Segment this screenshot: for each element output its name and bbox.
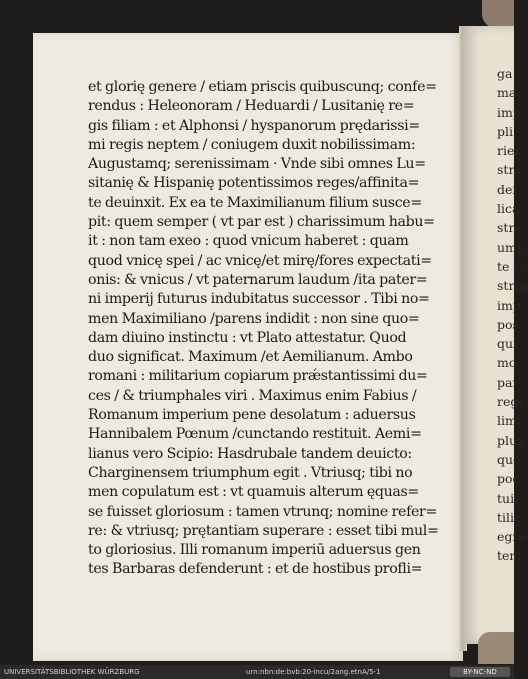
left-page-text-line: sitanię & Hispanię potentissimos reges/affinita= [88, 175, 420, 192]
right-page-text-line: tent [497, 548, 523, 564]
right-page-text-line: qui [497, 336, 518, 352]
footer-urn: urn:nbn:de:bvb:20-incu/2ang.etnA/5-1 [246, 668, 381, 676]
left-page-text-line: ces / & triumphales viri . Maximus enim Fabius / [88, 387, 417, 404]
footer-bar [0, 665, 514, 679]
left-page-text-line: et glorię genere / etiam priscis quibuscunq; confe= [88, 79, 437, 95]
right-page-text-line: stra [497, 162, 522, 178]
left-page-text-line: to gloriosius. Illi romanum imperiū aduersus gen [88, 542, 421, 559]
right-page-text-fragment [497, 64, 528, 566]
right-page-text-line: mo [497, 355, 517, 371]
left-page-text-line: dam diuino instinctu : vt Plato attestatur. Quod [88, 329, 407, 346]
right-page-text-line: te co [497, 258, 528, 274]
left-page-text-line: gis filiam : et Alphonsi / hyspanorum prędarissi= [88, 117, 420, 134]
right-page-text-line: imp [497, 297, 521, 313]
left-page-text-line: lianus vero Scipio: Hasdrubale tandem deuicto: [88, 445, 412, 462]
left-page-text-line: onis: & vnicus / vt paternarum laudum /ita pater= [88, 271, 428, 288]
left-page-text-line: ni imperij futurus indubitatus successor . Tibi no= [88, 291, 430, 308]
left-page-text-line: quod vnicę spei / ac vnicę/et mirę/fores expectati= [88, 252, 432, 269]
left-page-text-line: men Maximiliano /parens indidit : non sine quo= [88, 310, 420, 327]
left-page-text-line: te deuinxit. Ex ea te Maximilianum filium susce= [88, 194, 422, 211]
left-page-text-line: mi regis neptem / coniugem duxit nobilissimam: [88, 136, 416, 153]
left-page-text-line: rendus : Heleonoram / Heduardi / Lusitanię re= [88, 98, 415, 115]
right-page-text-line: egre [497, 529, 526, 545]
left-page-text-line: re: & vtriusq; prętantiam superare : esset tibi mul= [88, 522, 439, 539]
left-page-text-line: Charginensem triumphum egit . Vtriusq; tibi no [88, 464, 413, 481]
right-page-text-line: ga [497, 66, 513, 81]
left-page-text [88, 78, 438, 580]
license-badge: BY-NC-ND [450, 667, 510, 677]
right-page-text-line: par [497, 374, 519, 390]
right-page-text-line: stres [497, 278, 528, 294]
right-page-text-line: pli [497, 123, 513, 139]
right-page-text-line: rier [497, 143, 521, 159]
right-page-text-line: poc [497, 471, 520, 487]
right-page-text-line: tilic [497, 509, 522, 525]
book-cover-corner-bottom [478, 632, 514, 664]
right-page-text-line: stre [497, 220, 522, 236]
left-page-text-line: men copulatum est : vt quamuis alterum ęquas= [88, 484, 419, 501]
footer-institution: UNIVERSITÄTSBIBLIOTHEK WÜRZBURG [4, 668, 140, 676]
right-page-text-line: ma [497, 85, 517, 101]
book-cover-corner-top [482, 0, 514, 28]
right-page-text-line: tui : [497, 490, 523, 506]
right-page-text-line: imp [497, 104, 521, 120]
right-page-text-line: limi [497, 413, 521, 429]
left-page-text-line: Romanum imperium pene desolatum : aduersus [88, 407, 416, 424]
right-page-text-line: plus [497, 432, 524, 448]
right-page-text-line: dei [497, 181, 517, 197]
left-page-text-line: Hannibalem Pœnum /cunctando restituit. Aemi= [88, 426, 422, 443]
left-page-text-line: duo significat. Maximum /et Aemilianum. Ambo [88, 349, 413, 366]
left-page-text-line: it : non tam exeo : quod vnicum haberet : quam [88, 233, 409, 250]
right-page-text-line: lica [497, 201, 520, 217]
right-page-text-line: ump [497, 239, 525, 255]
left-page-text-line: pit: quem semper ( vt par est ) charissimum habu= [88, 214, 435, 231]
left-page-text-line: tes Barbaras defenderunt : et de hostibus profli= [88, 561, 423, 578]
left-page-text-line: romani : militarium copiarum prǽstantissimi du= [88, 368, 428, 385]
left-page-text-line: se fuisset gloriosum : tamen vtrunq; nomine refer= [88, 503, 437, 520]
right-page-text-line: regi [497, 394, 523, 410]
right-page-text-line: quo [497, 451, 521, 467]
left-page-text-line: Augustamq; serenissimam · Vnde sibi omnes Lu= [88, 156, 426, 173]
right-page-text-line: pos [497, 316, 519, 332]
